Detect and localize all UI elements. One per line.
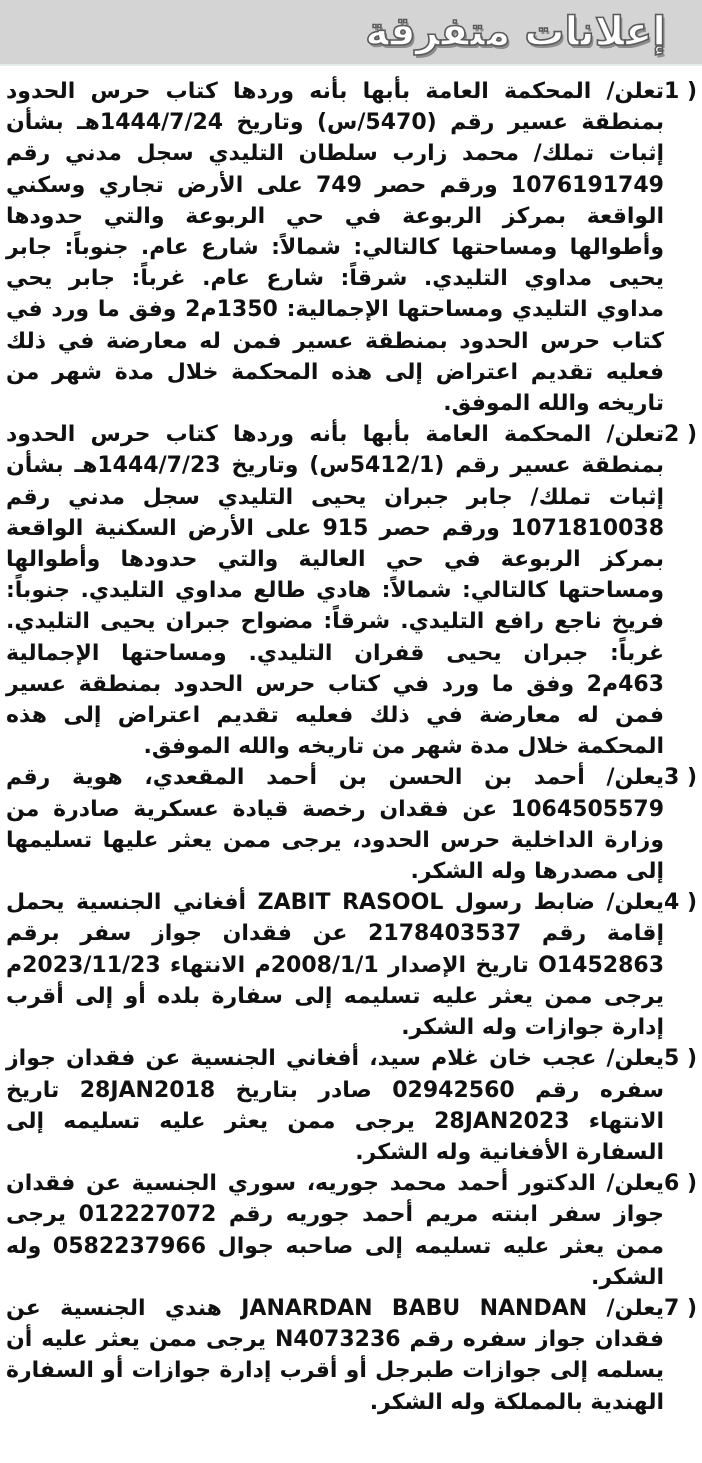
- notice-item-1: [6, 76, 698, 419]
- notice-text: يعلن/ أحمد بن الحسن بن أحمد المقعدي، هوية رقم 1064505579 عن فقدان رخصة قيادة عسكرية صادرة من وزارة الداخلية حرس الحدود، يرجى ممن يعثر عليها تسليمها إلى مصدرها وله الشكر.: [6, 765, 664, 885]
- notice-number: 1 ): [664, 79, 698, 104]
- notice-text: يعلن/ الدكتور أحمد محمد جوريه، سوري الجنسية عن فقدان جواز سفر ابنته مريم أحمد جوريه رقم 012227072 يرجى ممن يعثر عليه تسليمه إلى صاحبه جوال 0582237966 وله الشكر.: [6, 1171, 665, 1290]
- notice-item-2: [6, 419, 698, 762]
- notice-text: تعلن/ المحكمة العامة بأبها بأنه وردها كتاب حرس الحدود بمنطقة عسير رقم (5412/1س) وتاريخ 1444/7/23هـ بشأن إثبات تملك/ جابر جبران يحيى التليدي سجل مدني رقم 1071810038 ورقم حصر 915 على الأرض السكنية الواقعة بمركز الربوعة في حي العالية والتي حدودها وأطوالها ومساحتها كالتالي: شمالاً: هادي طالع مداوي التليدي. جنوباً: فريخ ناجع رافع التليدي. شرقاً: مضواح جبران يحيى التليدي. غرباً: جبران يحيى قفران التليدي. ومساحتها الإجمالية 463م2 وفق ما ورد في كتاب حرس الحدود بمنطقة عسير فمن له معارضة في ذلك فعليه تقديم اعتراض إلى هذه المحكمة خلال مدة شهر من تاريخه والله الموفق.: [6, 422, 664, 760]
- notice-text: يعلن/ عجب خان غلام سيد، أفغاني الجنسية عن فقدان جواز سفره رقم 02942560 صادر بتاريخ 28JAN2018 تاريخ الانتهاء 28JAN2023 يرجى ممن يعثر عليه تسليمه إلى السفارة الأفغانية وله الشكر.: [6, 1046, 664, 1165]
- notice-text: يعلن/ JANARDAN BABU NANDAN هندي الجنسية عن فقدان جواز سفره رقم N4073236 يرجى ممن يعثر عليه أن يسلمه إلى جوازات طبرجل أو أقرب إدارة جوازات أو السفارة الهندية بالمملكة وله الشكر.: [6, 1295, 664, 1415]
- notice-number: 2 ): [664, 422, 698, 448]
- notice-number: 3 ): [664, 765, 698, 791]
- notice-text: تعلن/ المحكمة العامة بأبها بأنه وردها كتاب حرس الحدود بمنطقة عسير رقم (5470/س) وتاريخ 1444/7/24هـ بشأن إثبات تملك/ محمد زارب سلطان التليدي سجل مدني رقم 1076191749 ورقم حصر 749 على الأرض تجاري وسكني الواقعة بمركز الربوعة في حي الربوعة والتي حدودها وأطوالها ومساحتها كالتالي: شمالاً: شارع عام. جنوباً: جابر يحيى مداوي التليدي. شرقاً: شارع عام. غرباً: جابر يحي مداوي التليدي ومساحتها الإجمالية: 1350م2 وفق ما ورد في كتاب حرس الحدود بمنطقة عسير فمن له معارضة في ذلك فعليه تقديم اعتراض إلى هذه المحكمة خلال مدة شهر من تاريخه والله الموفق.: [6, 79, 664, 417]
- notice-item-6: [6, 1168, 698, 1293]
- section-header-band: [0, 0, 702, 66]
- notice-item-7: [6, 1293, 698, 1418]
- notices-list: [6, 76, 698, 1418]
- notice-item-5: [6, 1043, 698, 1168]
- notice-number: 7 ): [664, 1295, 698, 1321]
- notice-item-3: [6, 762, 698, 887]
- notice-item-4: [6, 887, 698, 1043]
- section-title: إعلانات متفرقة: [365, 9, 666, 55]
- notice-number: 4 ): [664, 890, 698, 916]
- notice-text: يعلن/ ضابط رسول ZABIT RASOOL أفغاني الجنسية يحمل إقامة رقم 2178403537 عن فقدان جواز سفر برقم O1452863 تاريخ الإصدار 2008/1/1م الانتهاء 2023/11/23م يرجى ممن يعثر عليه تسليمه إلى سفارة بلده أو إلى أقرب إدارة جوازات وله الشكر.: [6, 890, 664, 1041]
- notice-number: 6 ): [664, 1171, 698, 1197]
- notice-number: 5 ): [664, 1046, 698, 1072]
